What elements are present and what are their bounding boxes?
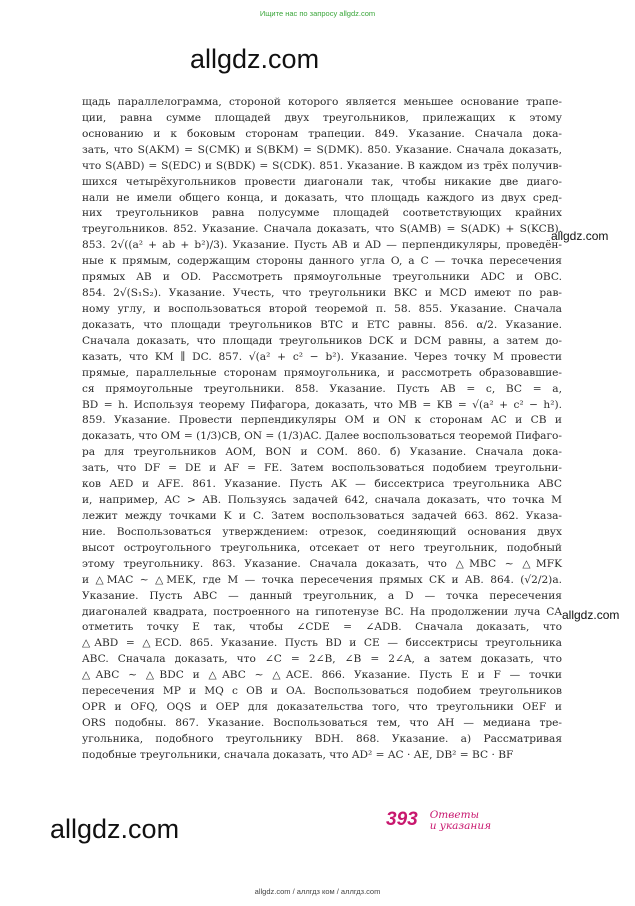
text-line: зать, что DF = DE и AF = FE. Затем воспользоваться подобием треугольни- bbox=[82, 462, 562, 475]
watermark-right-lower: allgdz.com bbox=[562, 608, 620, 622]
watermark-right-upper: allgdz.com bbox=[551, 229, 609, 243]
text-line: △ABC ∼ △BDC и △ABC ∼ △ACE. 866. Указание. Пусть E и F — точки bbox=[82, 669, 562, 682]
text-line: и, например, AC > AB. Пользуясь задачей 642, сначала доказать, что точка M bbox=[82, 494, 562, 507]
text-line: высот остроугольного треугольника, отсекает от него треугольник, подобный bbox=[82, 541, 562, 554]
text-line: прямых AB и OD. Рассмотреть прямоугольные треугольники ADC и OBC. bbox=[82, 271, 562, 284]
page-footer bbox=[386, 810, 491, 832]
text-line: щадь параллелограмма, стороной которого является меньшее основание трапе- bbox=[82, 96, 562, 108]
text-line: казать, что KM ∥ DC. 857. √(a² + c² − b²). Указание. Через точку M провести bbox=[82, 350, 562, 363]
top-banner-link[interactable]: Ищите нас по запросу allgdz.com bbox=[259, 9, 376, 18]
text-line: ному углу, и воспользоваться второй теоремой п. 58. 855. Указание. Сначала bbox=[82, 302, 562, 315]
section-title bbox=[430, 810, 491, 832]
answers-body-text bbox=[82, 95, 562, 764]
text-line: ра для треугольников AOM, BON и COM. 860. б) Указание. Сначала дока- bbox=[82, 446, 562, 459]
text-line: подобные треугольники, сначала доказать, что AD² = AC · AE, DB² = BC · BF bbox=[82, 748, 514, 761]
text-line: Сначала доказать, что площади треугольников DCK и DCM равны, а затем до- bbox=[82, 334, 562, 347]
text-line: этому треугольнику. 863. Указание. Сначала доказать, что △MBC ∼ △MFK bbox=[82, 557, 562, 570]
text-line: шихся четырёхугольников провести диагонали так, чтобы никакие две диаго- bbox=[82, 175, 562, 188]
text-line: доказать, что площади треугольников BTC и ETC равны. 856. α/2. Указание. bbox=[82, 318, 562, 331]
text-line: ABC. Сначала доказать, что ∠C = 2∠B, ∠B = 2∠A, а затем доказать, что bbox=[82, 653, 562, 666]
text-line: △ABD = △ECD. 865. Указание. Пусть BD и CE — биссектрисы треугольника bbox=[82, 637, 562, 650]
section-title-line-1: Ответы bbox=[429, 809, 480, 821]
text-line: зать, что S(AKM) = S(CMK) и S(BKM) = S(DMK). 850. Указание. Сначала доказать, bbox=[82, 143, 562, 156]
text-line: треугольников. 852. Указание. Сначала доказать, что S(AMB) = S(ADK) + S(KCB). bbox=[82, 223, 562, 236]
text-line: что S(ABD) = S(EDC) и S(BDK) = S(CDK). 851. Указание. В каждом из трёх получив- bbox=[82, 159, 562, 172]
watermark-top: allgdz.com bbox=[190, 44, 320, 74]
text-line: ние. Воспользоваться утверждением: отрезок, соединяющий основания двух bbox=[82, 525, 562, 538]
text-line: угольника, подобного треугольнику BDH. 868. Указание. а) Рассматривая bbox=[82, 732, 562, 745]
text-line: пересечения MP и MQ с OB и OA. Воспользоваться подобием треугольников bbox=[82, 685, 562, 698]
text-line: 853. 2√((a² + ab + b²)/3). Указание. Пусть AB и AD — перпендикуляры, проведён- bbox=[82, 239, 562, 252]
text-line: диагоналей квадрата, построенного на гипотенузе BC. На продолжении луча CA bbox=[82, 605, 562, 618]
text-line: них треугольников равна полусумме площадей соответствующих крайних bbox=[82, 207, 562, 220]
text-line: прямые, параллельные сторонам прямоугольника, и рассмотреть образовавшие- bbox=[82, 366, 562, 379]
text-line: BD = h. Используя теорему Пифагора, доказать, что MB = KB = √(a² + c² − h²). bbox=[82, 398, 562, 411]
text-line: ные к прямым, содержащим стороны данного угла O, а C — точка пересечения bbox=[82, 255, 562, 268]
page-number: 393 bbox=[386, 809, 418, 830]
bottom-links[interactable]: allgdz.com / аллгдз ком / аллгдз.com bbox=[254, 887, 381, 896]
text-line: 854. 2√(S₁S₂). Указание. Учесть, что треугольники BKC и MCD имеют по рав- bbox=[82, 287, 562, 300]
text-line: ORS подобны. 867. Указание. Воспользоваться тем, что AH — медиана тре- bbox=[82, 716, 562, 729]
text-line: OPR и OFQ, OQS и OEP для доказательства того, что треугольники OEF и bbox=[82, 701, 562, 714]
text-line: ции, равна сумме площадей двух треугольников, прилежащих к этому bbox=[82, 111, 562, 124]
text-line: 859. Указание. Провести перпендикуляры OM и ON к сторонам AC и CB и bbox=[82, 414, 562, 427]
text-line: лежит между точками K и C. Затем воспользоваться задачей 663. 862. Указа- bbox=[82, 509, 562, 522]
text-line: отметить точку E так, чтобы ∠CDE = ∠ADB. Сначала доказать, что bbox=[82, 621, 562, 634]
text-line: нали не имели общего конца, и доказать, что площадь каждого из двух сред- bbox=[82, 191, 562, 204]
text-line: ся прямоугольные треугольники. 858. Указание. Пусть AB = c, BC = a, bbox=[82, 382, 562, 395]
text-line: ков AED и AFE. 861. Указание. Пусть AK — биссектриса треугольника ABC bbox=[82, 478, 562, 491]
section-title-line-2: и указания bbox=[429, 820, 492, 832]
watermark-bottom: allgdz.com bbox=[50, 814, 180, 844]
text-line: основанию и к боковым сторонам трапеции. 849. Указание. Сначала дока- bbox=[82, 127, 562, 140]
text-line: Указание. Пусть ABC — данный треугольник, а D — точка пересечения bbox=[82, 589, 562, 602]
text-line: доказать, что OM = (1/3)CB, ON = (1/3)AC. Далее воспользоваться теоремой Пифаго- bbox=[82, 430, 562, 443]
text-line: и △MAC ∼ △MEK, где M — точка пересечения прямых CK и AB. 864. (√2/2)a. bbox=[82, 573, 562, 586]
